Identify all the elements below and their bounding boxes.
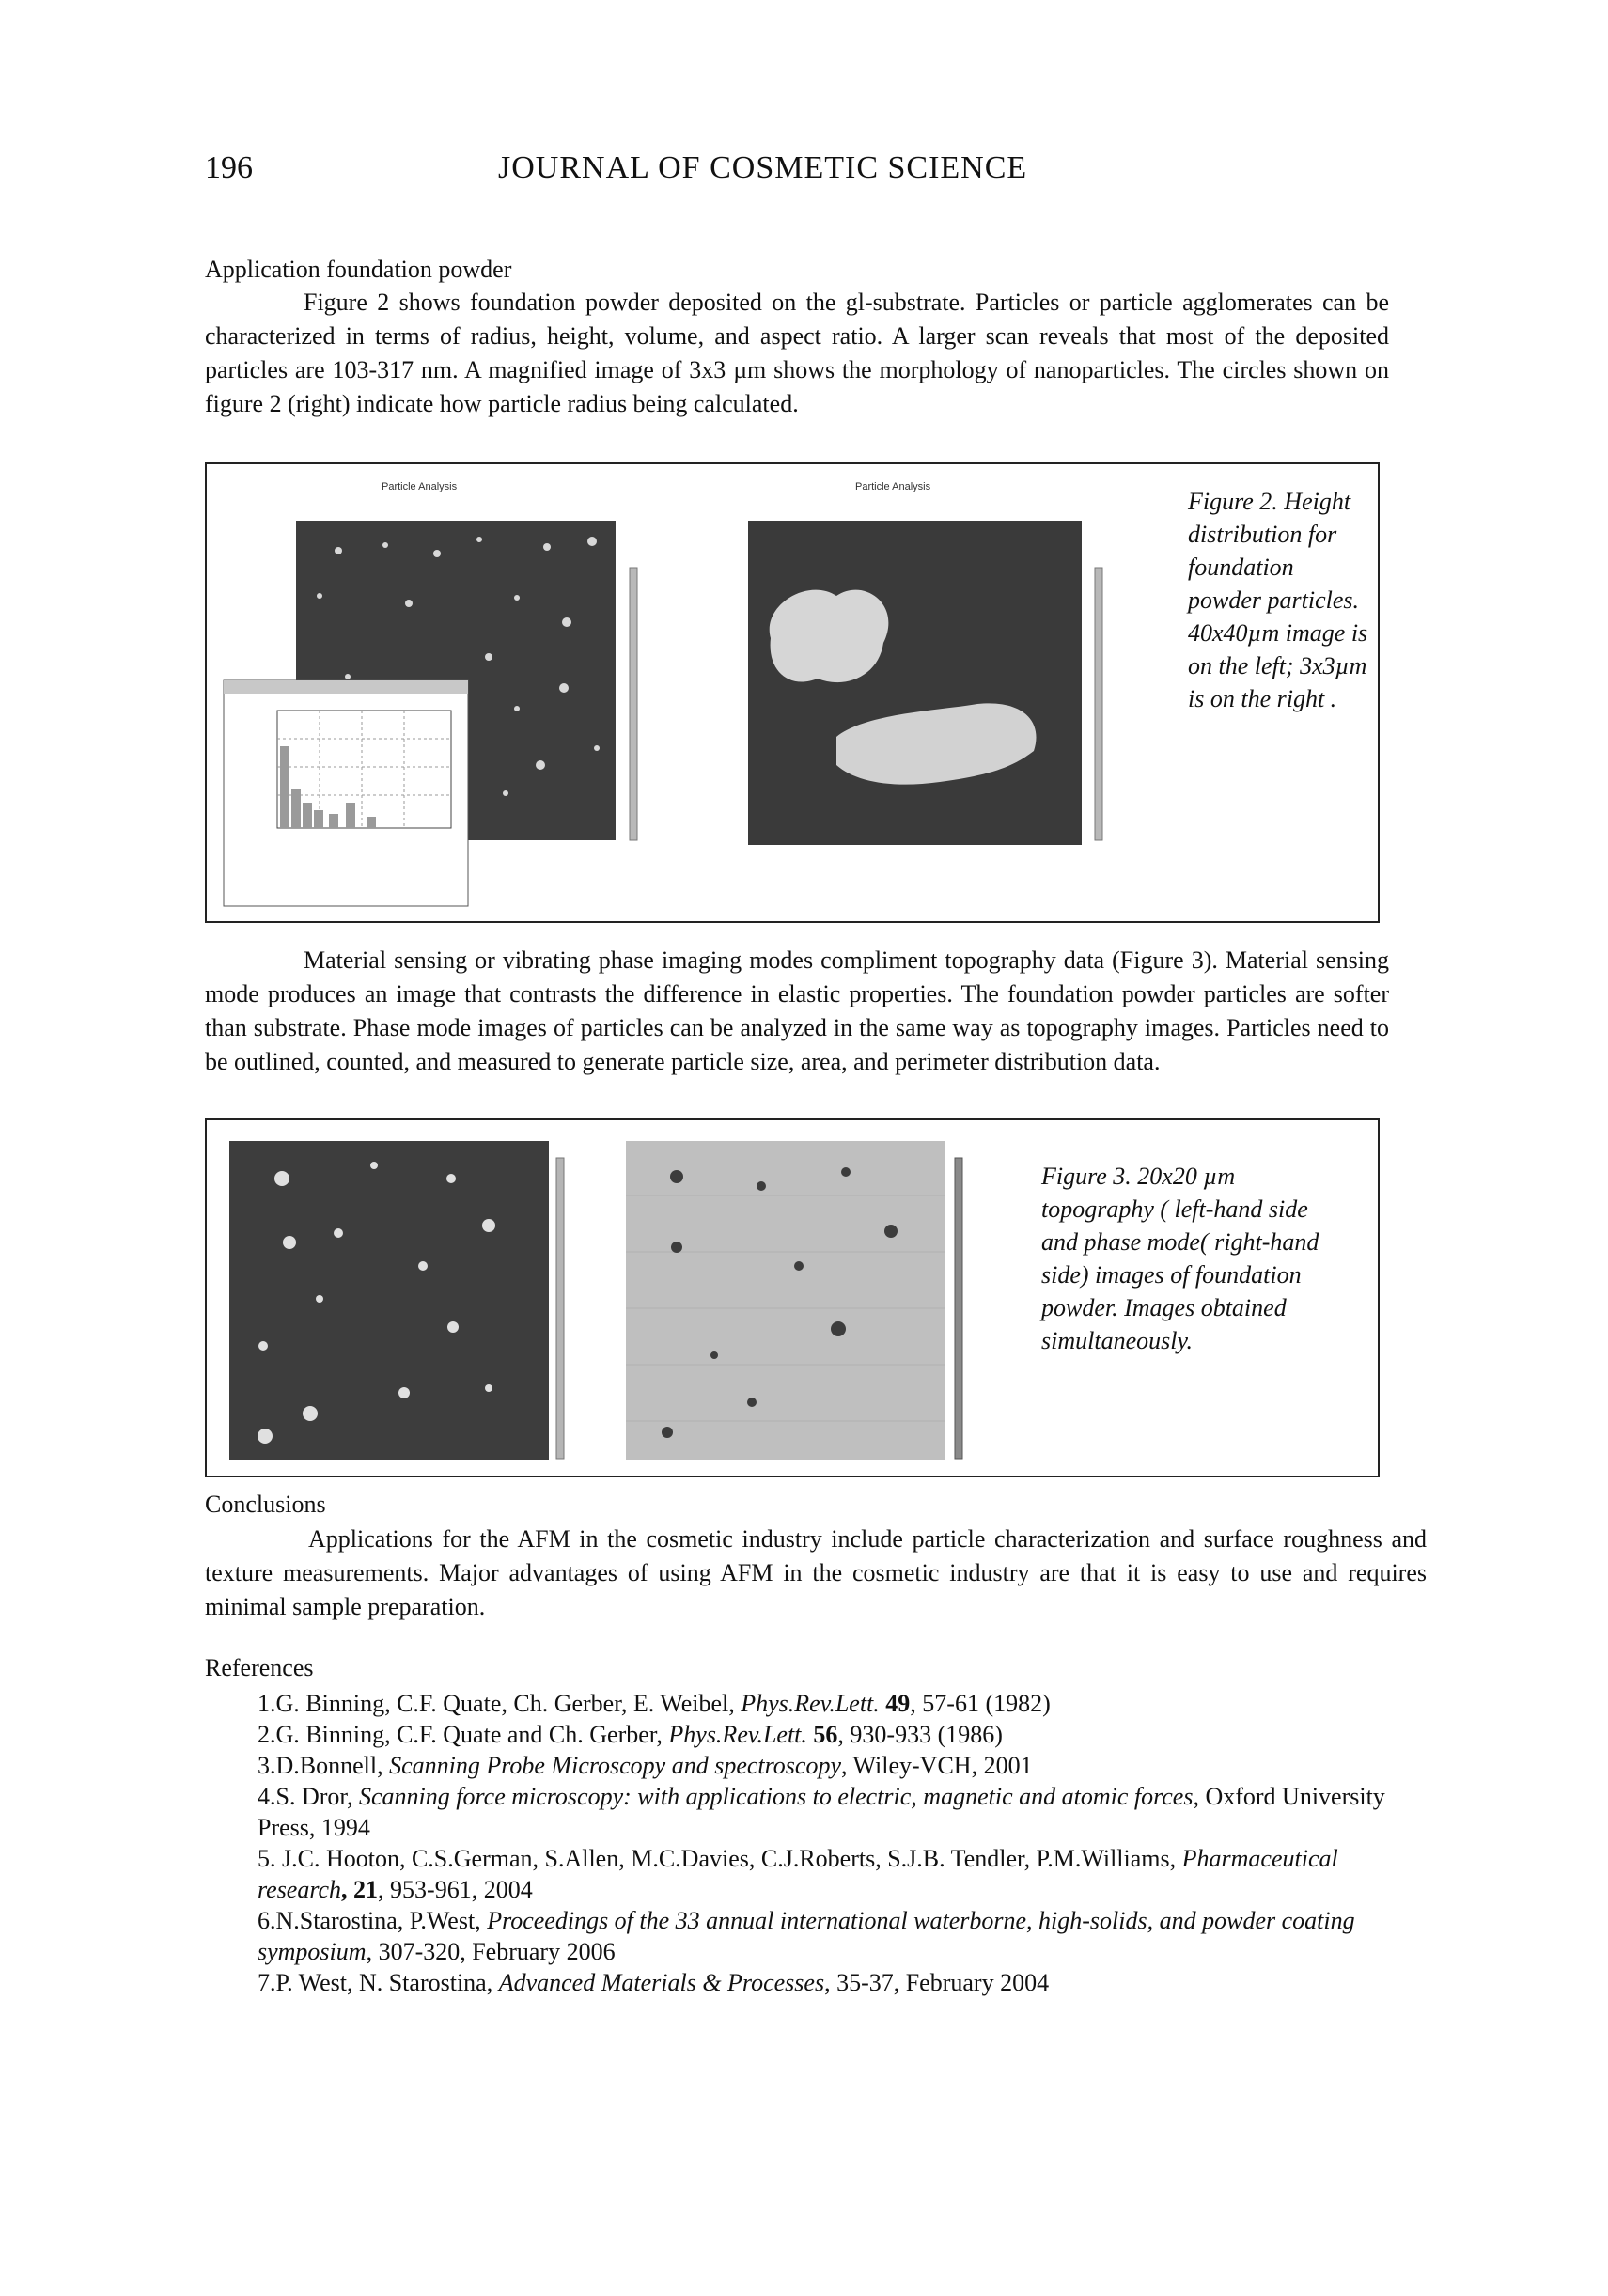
reference-item: 1.G. Binning, C.F. Quate, Ch. Gerber, E. Weibel, Phys.Rev.Lett. 49, 57-61 (1982) <box>258 1690 1051 1717</box>
journal-title: JOURNAL OF COSMETIC SCIENCE <box>498 150 1028 185</box>
topography-image <box>229 1141 549 1460</box>
color-scale-left <box>630 568 637 840</box>
reference-item: 6.N.Starostina, P.West, Proceedings of the 33 annual international waterborne, high-solids, and powder coating symposium, 307-320, February 2006 <box>258 1907 1355 1965</box>
reference-item: 3.D.Bonnell, Scanning Probe Microscopy and spectroscopy, Wiley-VCH, 2001 <box>258 1752 1033 1779</box>
color-scale-right <box>1095 568 1102 840</box>
figure-3-caption: Figure 3. 20x20 µm topography ( left-hand side and phase mode( right-hand side) images of foundation powder. Images obtained simultaneously. <box>1041 1163 1319 1354</box>
phase-image <box>626 1141 945 1460</box>
section-heading-references: References <box>205 1654 314 1681</box>
color-scale-phase <box>955 1158 962 1459</box>
reference-item: 7.P. West, N. Starostina, Advanced Materials & Processes, 35-37, February 2004 <box>258 1969 1050 1996</box>
figure-3 <box>205 1118 1380 1477</box>
section-heading-application: Application foundation powder <box>205 256 512 283</box>
reference-item: 5. J.C. Hooton, C.S.German, S.Allen, M.C.Davies, C.J.Roberts, S.J.B. Tendler, P.M.Williams, Pharmaceutical research, 21, 953-961, 2004 <box>258 1845 1338 1903</box>
afm-image-3um <box>748 521 1082 845</box>
reference-item: 4.S. Dror, Scanning force microscopy: with applications to electric, magnetic and atomic forces, Oxford University Press, 1994 <box>258 1783 1385 1841</box>
paragraph-material-sensing: Material sensing or vibrating phase imaging modes compliment topography data (Figure 3). Material sensing mode produces an image that contrasts the difference in elastic properties. The foundation powder particles are softer than substrate. Phase mode images of particles can be analyzed in the same way as topography images. Particles need to be outlined, counted, and measured to generate particle size, area, and perimeter distribution data. <box>205 946 1389 1075</box>
section-heading-conclusions: Conclusions <box>205 1491 326 1518</box>
figure-2 <box>205 462 1380 923</box>
paragraph-conclusions: Applications for the AFM in the cosmetic industry include particle characterization and surface roughness and texture measurements. Major advantages of using AFM in the cosmetic industry are that it is easy to use and requires minimal sample preparation. <box>205 1525 1427 1620</box>
particle-agglomerate-1 <box>770 590 889 683</box>
paragraph-application: Figure 2 shows foundation powder deposited on the gl-substrate. Particles or particle agglomerates can be characterized in terms of radius, height, volume, and aspect ratio. A larger scan reveals that most of the deposited particles are 103-317 nm. A magnified image of 3x3 µm shows the morphology of nanoparticles. The circles shown on figure 2 (right) indicate how particle radius being calculated. <box>205 289 1389 417</box>
color-scale-topography <box>556 1158 564 1459</box>
reference-list <box>205 1688 1389 1998</box>
figure-2-right-title: Particle Analysis <box>855 481 931 492</box>
figure-2-caption: Figure 2. Height distribution for foundation powder particles. 40x40µm image is on the left; 3x3µm is on the right . <box>1188 488 1368 712</box>
figure-2-left-title: Particle Analysis <box>382 481 458 492</box>
reference-item: 2.G. Binning, C.F. Quate and Ch. Gerber, Phys.Rev.Lett. 56, 930-933 (1986) <box>258 1721 1003 1748</box>
page-number: 196 <box>205 150 253 185</box>
